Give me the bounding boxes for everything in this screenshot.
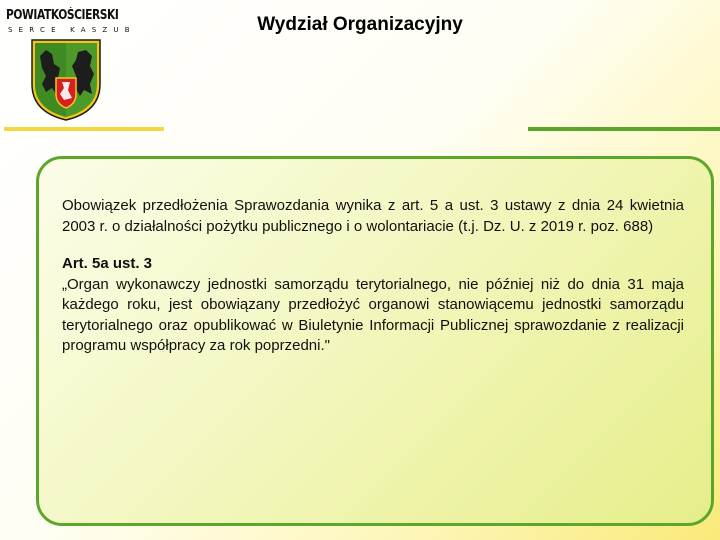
article-paragraph xyxy=(62,254,684,357)
logo-name: POWIATKOŚCIERSKI xyxy=(6,8,119,23)
content-text xyxy=(62,196,684,357)
coat-of-arms-icon xyxy=(30,38,102,122)
logo-subtitle: SERCE KASZUB xyxy=(8,26,136,34)
article-heading: Art. 5a ust. 3 xyxy=(62,255,153,272)
article-text: „Organ wykonawczy jednostki samorządu terytorialnego, nie później niż do dnia 31 maja każdego roku, jest obowiązany przedłożyć organowi stanowiącemu jednostki samorządu terytorialnego oraz opublikować w Biuletynie Informacji Publicznej sprawozdanie z realizacji programu współpracy za rok poprzedni." xyxy=(62,275,684,354)
divider-yellow xyxy=(4,127,164,131)
intro-paragraph: Obowiązek przedłożenia Sprawozdania wynika z art. 5 a ust. 3 ustawy z dnia 24 kwietnia 2003 r. o działalności pożytku publicznego i o wolontariacie (t.j. Dz. U. z 2019 r. poz. 688) xyxy=(62,197,684,235)
page-title: Wydział Organizacyjny xyxy=(257,14,463,35)
powiat-logo xyxy=(6,8,136,120)
divider-green xyxy=(528,127,720,131)
